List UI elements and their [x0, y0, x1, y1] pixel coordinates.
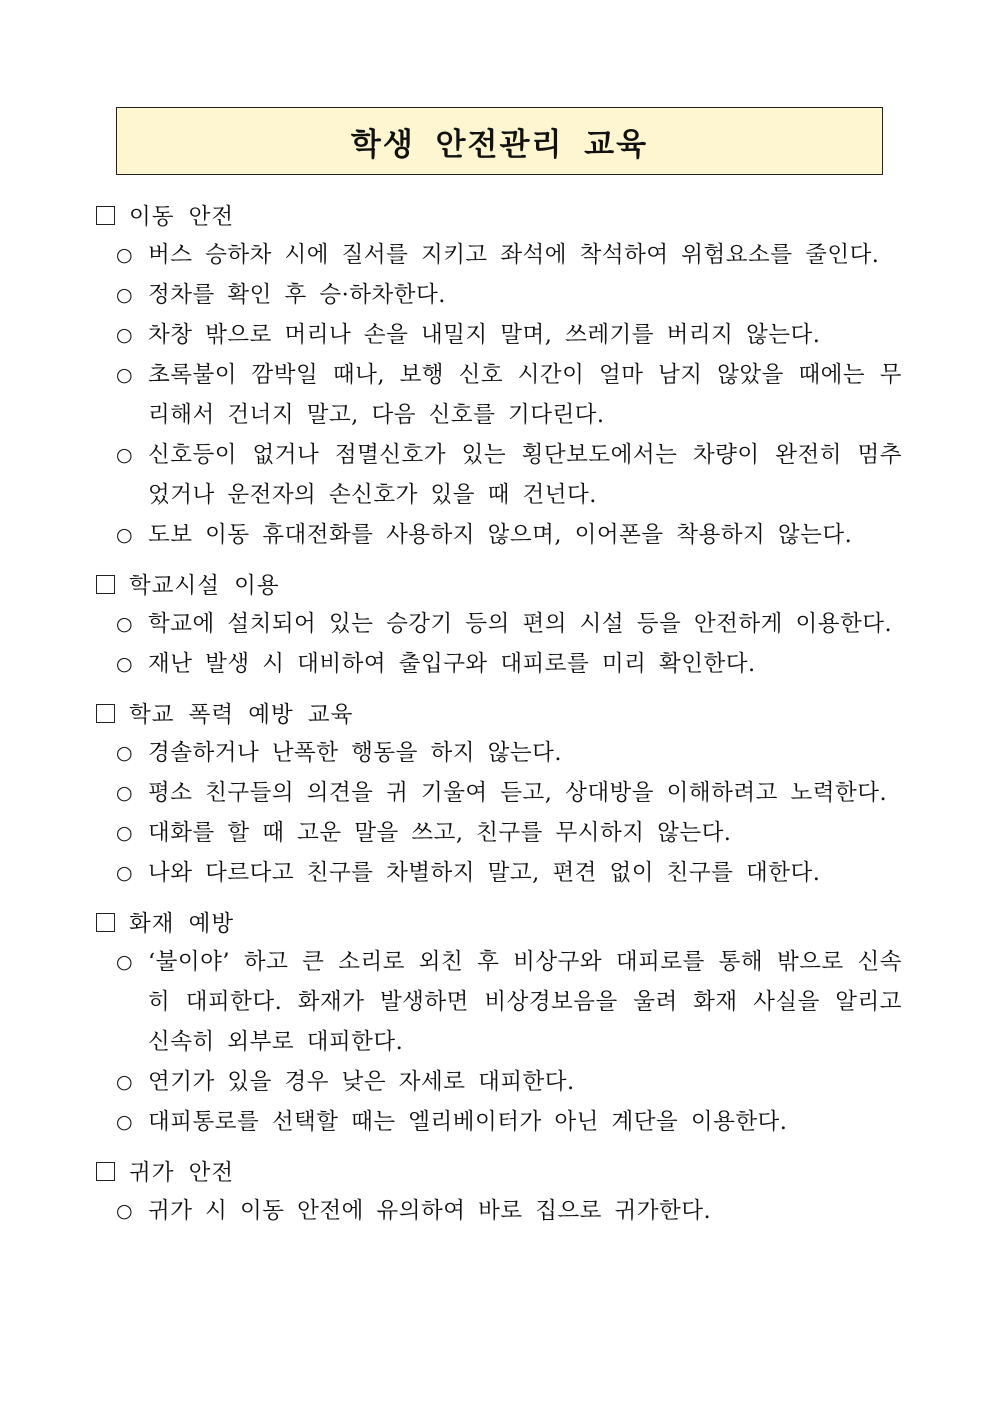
circle-bullet-icon: ○ — [116, 613, 133, 635]
circle-bullet-icon: ○ — [116, 653, 133, 675]
list-item — [96, 644, 902, 684]
section-heading-text: 귀가 안전 — [129, 1160, 235, 1186]
checkbox-square-icon — [96, 913, 115, 932]
circle-bullet-icon: ○ — [116, 742, 133, 764]
section-heading-text: 화재 예방 — [129, 911, 235, 937]
list-item — [96, 733, 902, 773]
circle-bullet-icon: ○ — [116, 951, 133, 973]
list-item-text: 나와 다르다고 친구를 차별하지 말고, 편견 없이 친구를 대한다. — [148, 860, 821, 886]
list-item-text: 대화를 할 때 고운 말을 쓰고, 친구를 무시하지 않는다. — [148, 820, 732, 846]
list-item — [96, 604, 902, 644]
list-item-text: 경솔하거나 난폭한 행동을 하지 않는다. — [148, 740, 563, 766]
title-box — [116, 107, 883, 175]
section — [96, 1151, 902, 1231]
section — [96, 902, 902, 1142]
list-item-text: 도보 이동 휴대전화를 사용하지 않으며, 이어폰을 착용하지 않는다. — [148, 522, 853, 548]
section-heading-text: 학교시설 이용 — [129, 573, 280, 599]
list-item — [96, 853, 902, 893]
circle-bullet-icon: ○ — [116, 364, 133, 386]
list-item — [96, 435, 902, 515]
list-item-text: 버스 승하차 시에 질서를 지키고 좌석에 착석하여 위험요소를 줄인다. — [148, 242, 880, 268]
section-heading — [96, 195, 902, 235]
section-heading — [96, 1151, 902, 1191]
section — [96, 195, 902, 555]
section — [96, 693, 902, 893]
list-item-text: 신호등이 없거나 점멸신호가 있는 횡단보도에서는 차량이 완전히 멈추었거나 운전자의 손신호가 있을 때 건넌다. — [148, 442, 902, 508]
document-body — [96, 195, 902, 1240]
section-heading-text: 학교 폭력 예방 교육 — [129, 702, 354, 728]
list-item-text: 정차를 확인 후 승·하차한다. — [148, 282, 446, 308]
section — [96, 564, 902, 684]
circle-bullet-icon: ○ — [116, 324, 133, 346]
circle-bullet-icon: ○ — [116, 284, 133, 306]
list-item-text: 연기가 있을 경우 낮은 자세로 대피한다. — [148, 1069, 575, 1095]
circle-bullet-icon: ○ — [116, 862, 133, 884]
circle-bullet-icon: ○ — [116, 782, 133, 804]
section-heading — [96, 693, 902, 733]
list-item-text: 귀가 시 이동 안전에 유의하여 바로 집으로 귀가한다. — [148, 1198, 712, 1224]
checkbox-square-icon — [96, 575, 115, 594]
circle-bullet-icon: ○ — [116, 244, 133, 266]
checkbox-square-icon — [96, 704, 115, 723]
list-item — [96, 773, 902, 813]
list-item-text: 대피통로를 선택할 때는 엘리베이터가 아닌 계단을 이용한다. — [148, 1109, 788, 1135]
list-item — [96, 1102, 902, 1142]
list-item-text: 평소 친구들의 의견을 귀 기울여 듣고, 상대방을 이해하려고 노력한다. — [148, 780, 888, 806]
list-item-text: 학교에 설치되어 있는 승강기 등의 편의 시설 등을 안전하게 이용한다. — [148, 611, 893, 637]
section-heading — [96, 564, 902, 604]
page-title: 학생 안전관리 교육 — [350, 126, 649, 163]
list-item — [96, 942, 902, 1062]
list-item-text: 재난 발생 시 대비하여 출입구와 대피로를 미리 확인한다. — [148, 651, 756, 677]
circle-bullet-icon: ○ — [116, 524, 133, 546]
checkbox-square-icon — [96, 1162, 115, 1181]
list-item — [96, 813, 902, 853]
circle-bullet-icon: ○ — [116, 1200, 133, 1222]
circle-bullet-icon: ○ — [116, 444, 133, 466]
list-item-text: 차창 밖으로 머리나 손을 내밀지 말며, 쓰레기를 버리지 않는다. — [148, 322, 821, 348]
circle-bullet-icon: ○ — [116, 1071, 133, 1093]
circle-bullet-icon: ○ — [116, 822, 133, 844]
list-item — [96, 275, 902, 315]
list-item — [96, 235, 902, 275]
circle-bullet-icon: ○ — [116, 1111, 133, 1133]
section-heading-text: 이동 안전 — [129, 204, 235, 230]
checkbox-square-icon — [96, 206, 115, 225]
list-item-text: ‘불이야’ 하고 큰 소리로 외친 후 비상구와 대피로를 통해 밖으로 신속히 대피한다. 화재가 발생하면 비상경보음을 울려 화재 사실을 알리고 신속히 외부로 대피한다. — [148, 949, 902, 1055]
list-item — [96, 355, 902, 435]
list-item — [96, 315, 902, 355]
list-item — [96, 1062, 902, 1102]
list-item — [96, 1191, 902, 1231]
list-item — [96, 515, 902, 555]
list-item-text: 초록불이 깜박일 때나, 보행 신호 시간이 얼마 남지 않았을 때에는 무리해서 건너지 말고, 다음 신호를 기다린다. — [148, 362, 902, 428]
section-heading — [96, 902, 902, 942]
